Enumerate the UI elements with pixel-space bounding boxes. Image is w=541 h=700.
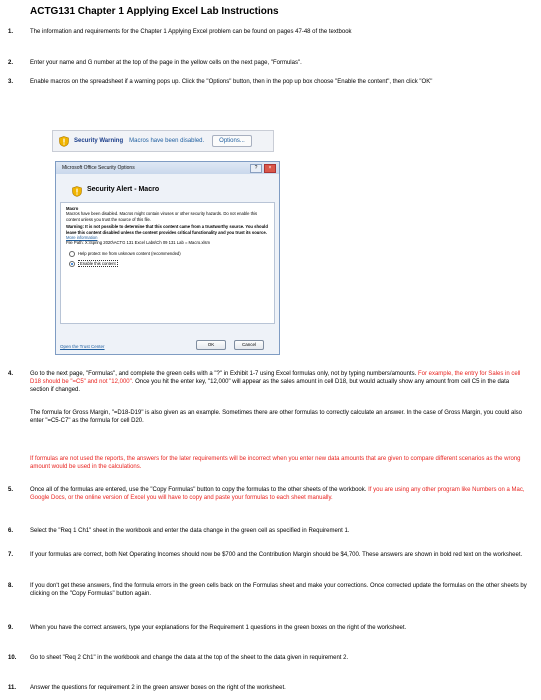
instruction-9 [8, 624, 528, 632]
instruction-text: Enable macros on the spreadsheet if a warning pops up. Click the "Options" button, then in the pop up box choose "Enable the content", then click "OK" [30, 79, 433, 85]
instruction-text: When you have the correct answers, type your explanations for the Requirement 1 questions in the green boxes on the right of the worksheet. [30, 625, 407, 631]
instruction-number: 8. [8, 583, 14, 589]
instruction-number: 9. [8, 625, 14, 631]
options-button[interactable]: Options... [212, 135, 252, 147]
macros-disabled-message: Macros have been disabled. [129, 138, 205, 144]
instruction-3 [8, 78, 528, 86]
radio-button[interactable] [69, 251, 75, 257]
macro-description: Macros have been disabled. Macros might contain viruses or other security hazards. Do not enable this content unless you trust the source of this file. [66, 211, 258, 222]
ok-button[interactable]: OK [196, 340, 226, 350]
instruction-10 [8, 654, 528, 662]
instruction-text: Select the "Req 1 Ch1" sheet in the workbook and enter the data change in the green cell as specified in Requirement 1. [30, 528, 350, 534]
instruction-text: If you don't get these answers, find the formula errors in the green cells back on the Formulas sheet and make your corrections. Once corrected update the formulas on the other sheets by clicking on the "Copy Formulas" button again. [30, 583, 527, 598]
instruction-number: 7. [8, 552, 14, 558]
cancel-button[interactable]: Cancel [234, 340, 264, 350]
security-warning-bar [52, 130, 274, 152]
shield-warning-icon [72, 184, 82, 195]
file-path: File Path: X:\Spring 2020\ACTG 131 Excel Labs\Ch 09 131 Lab = Macro.xlsm [66, 240, 210, 246]
more-information-link[interactable]: More information [66, 235, 98, 241]
instruction-number: 11. [8, 685, 17, 691]
radio-enable-content[interactable] [69, 260, 269, 267]
instruction-text [30, 370, 528, 395]
radio-label: Help protect me from unknown content (recommended) [78, 251, 181, 257]
warning-text: Warning: It is not possible to determine that this content came from a trustworthy source. You should leave this content disabled unless the content provides critical functionality and you trust its source. [66, 224, 268, 235]
instruction-11 [8, 684, 528, 692]
security-warning-label: Security Warning [74, 138, 124, 144]
instruction-text [30, 486, 528, 502]
dialog-titlebar [56, 162, 279, 174]
shield-warning-icon [59, 136, 69, 147]
instruction-number: 5. [8, 487, 14, 493]
instruction-text: Go to sheet "Req 2 Ch1" in the workbook and change the data at the top of the sheet to the data given in requirement 2. [30, 655, 349, 661]
instruction-6 [8, 527, 528, 535]
instruction-text: The information and requirements for the Chapter 1 Applying Excel problem can be found on pages 47-48 of the textbook [30, 29, 352, 35]
instruction-text: Answer the questions for requirement 2 in the green answer boxes on the right of the worksheet. [30, 685, 286, 691]
dialog-title: Microsoft Office Security Options [62, 165, 135, 171]
radio-button-selected[interactable] [69, 261, 75, 267]
instruction-number: 1. [8, 29, 14, 35]
macro-panel [60, 202, 275, 324]
instruction-2 [8, 59, 528, 67]
macro-section-label: Macro [66, 206, 79, 211]
instruction-example-red: For example, the entry for Sales in cell D18 should be "=C5" and not "12,000". [30, 371, 521, 386]
instruction-7 [8, 551, 528, 559]
instruction-note-red: If you are using any other program like Numbers on a Mac, Google Docs, or the online version of Excel you will have to copy and paste your formulas to each sheet manually. [30, 487, 525, 502]
formula-warning-paragraph: If formulas are not used the reports, the answers for the later requirements will be incorrect when you enter new data amounts that are given to compare different scenarios as the wrong amount would be used in the calculations. [30, 456, 521, 471]
dialog-header [66, 184, 279, 195]
page-title: ACTG131 Chapter 1 Applying Excel Lab Instructions [30, 6, 279, 17]
instruction-text-part: Go to the next page, "Formulas", and complete the green cells with a "?" in Exhibit 1-7 using Excel formulas only, not by typing numbers/amounts. [30, 371, 417, 377]
instruction-number: 4. [8, 371, 14, 377]
instruction-4 [8, 370, 528, 395]
radio-protect[interactable] [69, 251, 269, 257]
gross-margin-paragraph: The formula for Gross Margin, "=D18-D19" is also given as an example. Sometimes there are other formulas to correctly calculate an answer. In the case of Gross Margin, you could also enter "=C5-C7" as the formula for cell D20. [30, 410, 522, 425]
instruction-8 [8, 582, 528, 598]
instruction-text-part: Once you hit the enter key, "12,000" will appear as the sales amount in cell D18, but would actually show any amount from cell C5 in the data section if changed. [30, 379, 510, 394]
instruction-number: 3. [8, 79, 14, 85]
help-icon[interactable]: ? [250, 164, 262, 173]
instruction-text: If your formulas are correct, both Net Operating Incomes should now be $700 and the Contribution Margin should be $4,700. These answers are shown in bold red text on the worksheet. [30, 552, 523, 558]
close-icon[interactable]: × [264, 164, 276, 173]
instruction-number: 6. [8, 528, 14, 534]
instruction-number: 2. [8, 60, 14, 66]
instruction-1 [8, 28, 528, 36]
radio-label: Enable this content [80, 260, 116, 266]
instruction-text-part: Once all of the formulas are entered, use the "Copy Formulas" button to copy the formulas to the other sheets of the workbook. [30, 487, 367, 493]
trust-center-link[interactable]: Open the Trust Center [60, 344, 105, 349]
instruction-5 [8, 486, 528, 502]
security-alert-heading: Security Alert - Macro [87, 186, 160, 193]
instruction-number: 10. [8, 655, 17, 661]
instruction-text: Enter your name and G number at the top of the page in the yellow cells on the next page, "Formulas". [30, 60, 302, 66]
security-options-dialog [55, 161, 280, 355]
